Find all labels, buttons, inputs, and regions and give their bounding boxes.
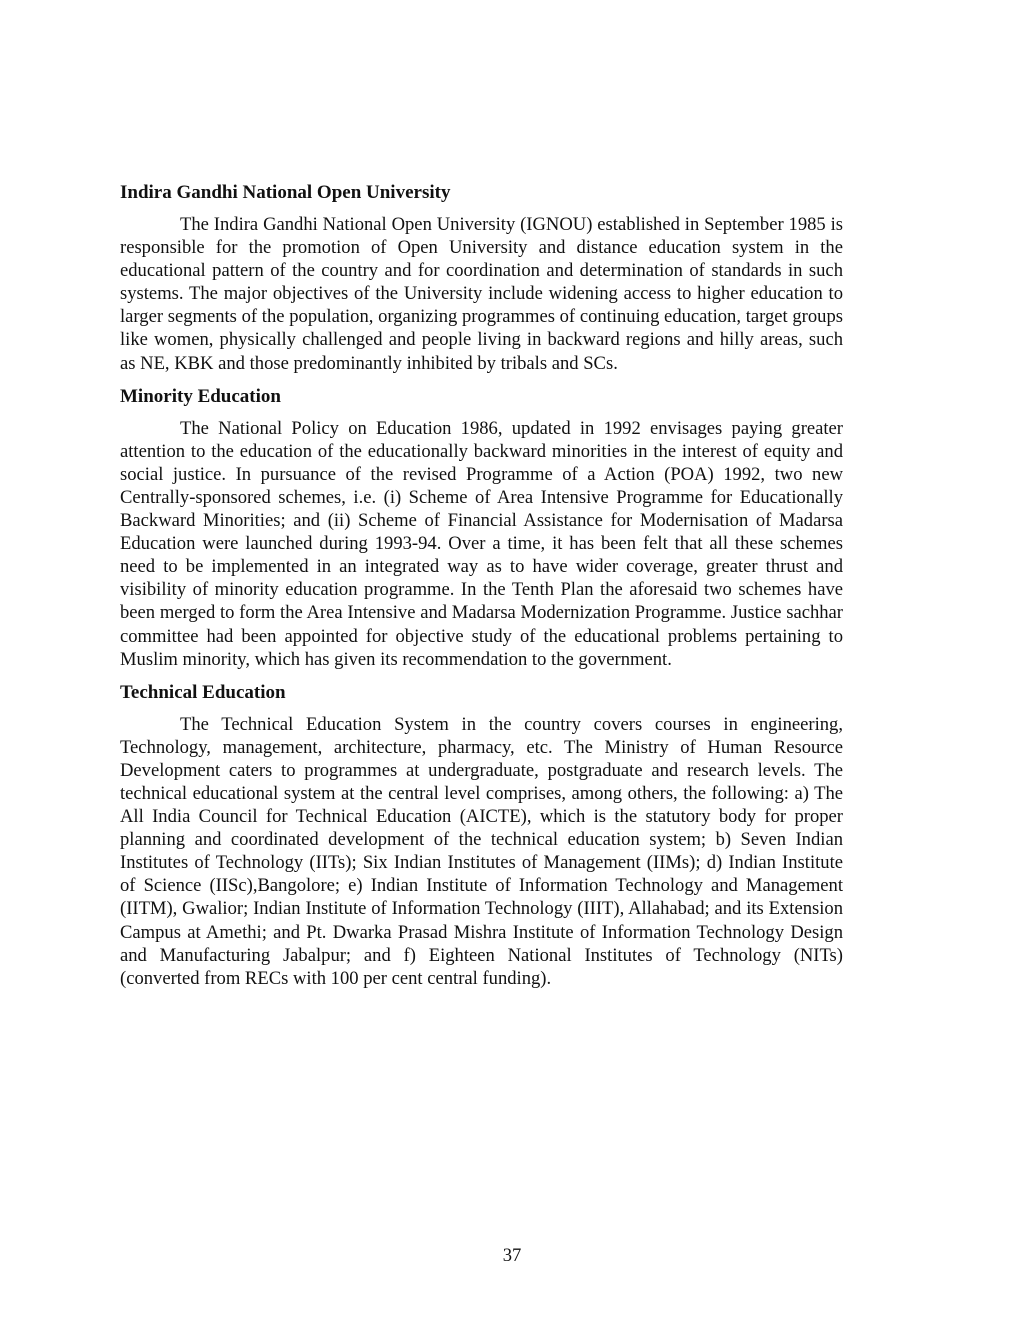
section-paragraph: The National Policy on Education 1986, updated in 1992 envisages paying greater attention to the education of the educationally backward minorities in the interest of equity and social justice. In pursuance of the revised Programme of a Action (POA) 1992, two new Centrally-sponsored schemes, i.e. (i) Scheme of Area Intensive Programme for Educationally Backward Minorities; and (ii) Scheme of Financial Assistance for Modernisation of Madarsa Education were launched during 1993-94. Over a time, it has been felt that all these schemes need to be implemented in an integrated way as to have wider coverage, greater thrust and visibility of minority education programme. In the Tenth Plan the aforesaid two schemes have been merged to form the Area Intensive and Madarsa Modernization Programme. Justice sachhar committee had been appointed for objective study of the educational problems pertaining to Muslim minority, which has given its recommendation to the government.: [120, 417, 843, 670]
section-paragraph: The Technical Education System in the country covers courses in engineering, Technology, management, architecture, pharmacy, etc. The Ministry of Human Resource Development caters to programmes at undergraduate, postgraduate and research levels. The technical educational system at the central level comprises, among others, the following: a) The All India Council for Technical Education (AICTE), which is the statutory body for proper planning and coordinated development of the technical education system; b) Seven Indian Institutes of Technology (IITs); Six Indian Institutes of Management (IIMs); d) Indian Institute of Science (IISc),Bangolore; e) Indian Institute of Information Technology and Management (IITM), Gwalior; Indian Institute of Information Technology (IIIT), Allahabad; and its Extension Campus at Amethi; and Pt. Dwarka Prasad Mishra Institute of Information Technology Design and Manufacturing Jabalpur; and f) Eighteen National Institutes of Technology (NITs) (converted from RECs with 100 per cent central funding).: [120, 713, 843, 989]
section-ignou: [120, 181, 843, 375]
section-minority-education: [120, 385, 843, 671]
section-technical-education: [120, 681, 843, 990]
page-number: 37: [502, 1245, 522, 1266]
section-paragraph: The Indira Gandhi National Open University (IGNOU) established in September 1985 is responsible for the promotion of Open University and distance education system in the educational pattern of the country and for coordination and determination of standards in such systems. The major objectives of the University include widening access to higher education to larger segments of the population, organizing programmes of continuing education, target groups like women, physically challenged and people living in backward regions and hilly areas, such as NE, KBK and those predominantly inhibited by tribals and SCs.: [120, 214, 843, 374]
section-heading: Indira Gandhi National Open University: [120, 182, 451, 203]
section-heading: Technical Education: [120, 681, 286, 703]
section-heading: Minority Education: [120, 385, 281, 407]
document-page: [120, 181, 843, 1000]
